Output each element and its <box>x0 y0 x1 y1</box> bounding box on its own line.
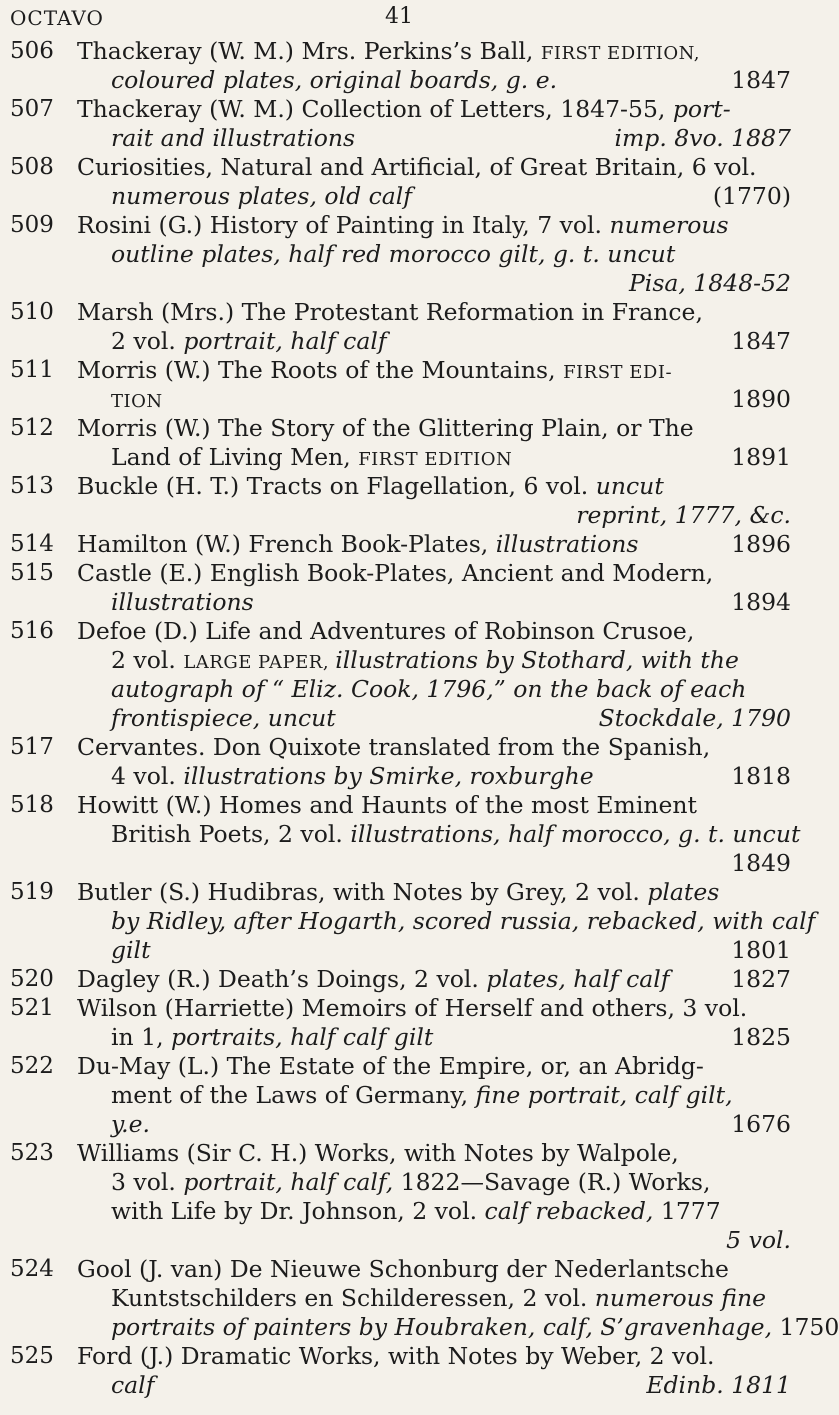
text-segment: Du-May (L.) The Estate of the Empire, or, an Abridg- <box>77 1052 704 1080</box>
lot-entry <box>0 617 800 733</box>
lot-line-text <box>77 414 694 443</box>
lot-description <box>77 356 791 414</box>
lot-line-text <box>77 530 638 559</box>
lot-line <box>77 1371 791 1400</box>
text-segment: ment of the Laws of Germany, <box>111 1081 476 1109</box>
lot-entry <box>0 530 800 559</box>
lot-line-text <box>77 1342 715 1371</box>
lot-line-text <box>77 153 757 182</box>
text-segment: gilt <box>111 936 151 964</box>
lot-line <box>77 501 791 530</box>
lot-entry <box>0 1139 800 1255</box>
lot-line <box>77 1342 791 1371</box>
lot-description <box>77 733 791 791</box>
lot-entry <box>0 733 800 791</box>
lot-line-text <box>77 37 700 68</box>
text-segment: Morris (W.) The Roots of the Mountains, <box>77 356 564 384</box>
lot-entry <box>0 994 800 1052</box>
lot-description <box>77 559 791 617</box>
lot-line-text <box>111 936 151 965</box>
text-segment: Kuntstschilders en Schilderessen, 2 vol. <box>111 1284 595 1312</box>
lot-line-text <box>111 1168 710 1197</box>
lot-line <box>77 559 791 588</box>
text-segment: 1822—Savage (R.) Works, <box>393 1168 711 1196</box>
lot-line-text <box>77 878 719 907</box>
text-segment: rait and illustrations <box>111 124 356 152</box>
lot-description <box>77 95 791 153</box>
text-segment: plates, half calf <box>486 965 670 993</box>
lot-line <box>77 907 816 936</box>
lot-line-text <box>111 1023 433 1052</box>
lot-number: 518 <box>10 792 54 818</box>
lot-description <box>77 791 801 878</box>
lot-line <box>77 1284 791 1313</box>
publication-info: 1847 <box>731 66 791 94</box>
lot-line <box>77 472 791 501</box>
text-segment: 3 vol. <box>111 1168 184 1196</box>
publication-info: 1891 <box>731 443 791 471</box>
publication-info: 1890 <box>731 385 791 413</box>
publication-info: Stockdale, 1790 <box>598 704 791 732</box>
publication-info: reprint, 1777, &c. <box>576 501 791 529</box>
text-segment: Land of Living Men, <box>111 443 359 471</box>
text-segment: portrait, half calf <box>183 327 387 355</box>
lot-line <box>77 269 791 298</box>
lot-line <box>77 994 791 1023</box>
lot-line-text <box>77 791 697 820</box>
lot-line-text <box>111 182 412 211</box>
text-segment: TION <box>111 391 163 412</box>
text-segment: Hamilton (W.) French Book-Plates, <box>77 530 496 558</box>
lot-line <box>77 704 791 733</box>
lot-line <box>77 1313 839 1342</box>
lot-line <box>77 762 791 791</box>
lot-line <box>77 530 791 559</box>
lot-entry <box>0 472 800 530</box>
lot-line <box>77 675 791 704</box>
lot-number: 510 <box>10 299 54 325</box>
text-segment: LARGE PAPER, <box>183 652 336 673</box>
lot-entry <box>0 211 800 298</box>
lot-line-text <box>77 994 747 1023</box>
text-segment: plates <box>647 878 720 906</box>
text-segment: calf <box>111 1371 155 1399</box>
lot-line <box>77 443 791 472</box>
lot-line-text <box>111 385 163 416</box>
lot-line-text <box>77 211 729 240</box>
text-segment: fine portrait, calf gilt, <box>475 1081 733 1109</box>
lot-line-text <box>111 907 815 936</box>
text-segment: port- <box>672 95 731 123</box>
lot-entry <box>0 791 800 878</box>
lot-entry <box>0 1052 800 1139</box>
text-segment: illustrations, half morocco, g. t. uncut <box>350 820 801 848</box>
text-segment: illustrations <box>111 588 254 616</box>
lot-line <box>77 733 791 762</box>
lot-line-text <box>77 617 694 646</box>
text-segment: Castle (E.) English Book-Plates, Ancient and Modern, <box>77 559 714 587</box>
publication-info: imp. 8vo. 1887 <box>614 124 791 152</box>
lot-line <box>77 1081 791 1110</box>
lot-line <box>77 182 791 211</box>
lot-line-text <box>77 298 703 327</box>
lot-description <box>77 153 791 211</box>
lot-description <box>77 211 791 298</box>
lot-entry <box>0 878 816 965</box>
lot-number: 521 <box>10 995 54 1021</box>
lot-line <box>77 878 791 907</box>
lot-line <box>77 1052 791 1081</box>
lot-number: 515 <box>10 560 54 586</box>
lot-description <box>77 1342 791 1400</box>
lot-line <box>77 1110 791 1139</box>
lot-line-text <box>77 1255 729 1284</box>
lot-line-text <box>77 1139 679 1168</box>
lot-number: 517 <box>10 734 54 760</box>
page-number: 41 <box>385 4 413 29</box>
lot-number: 522 <box>10 1053 54 1079</box>
lot-description <box>77 1052 791 1139</box>
lot-line <box>77 153 791 182</box>
text-segment: illustrations by Stothard, with the <box>335 646 739 674</box>
text-segment: Wilson (Harriette) Memoirs of Herself and others, 3 vol. <box>77 994 748 1022</box>
lot-line <box>77 356 791 385</box>
publication-info: (1770) <box>712 182 791 210</box>
lot-line-text <box>77 733 710 762</box>
lot-description <box>77 965 791 994</box>
publication-info: 1849 <box>731 849 791 877</box>
lot-line <box>77 37 791 66</box>
text-segment: by Ridley, after Hogarth, scored russia, rebacked, with calf <box>111 907 816 935</box>
lot-line <box>77 965 791 994</box>
publication-info: 1847 <box>731 327 791 355</box>
publication-info: 1827 <box>731 965 791 993</box>
lot-number: 519 <box>10 879 54 905</box>
lot-line-text <box>77 356 672 387</box>
text-segment: Gool (J. van) De Nieuwe Schonburg der Nederlantsche <box>77 1255 729 1283</box>
lot-description <box>77 37 791 95</box>
lot-line <box>77 1226 791 1255</box>
text-segment: 2 vol. <box>111 646 184 674</box>
lot-line <box>77 1139 791 1168</box>
publication-info: 5 vol. <box>726 1226 791 1254</box>
publication-info: Pisa, 1848-52 <box>629 269 791 297</box>
lot-description <box>77 994 791 1052</box>
lot-list <box>0 37 839 1400</box>
text-segment: Marsh (Mrs.) The Protestant Reformation in France, <box>77 298 703 326</box>
text-segment: Williams (Sir C. H.) Works, with Notes by Walpole, <box>77 1139 679 1167</box>
lot-line <box>77 588 791 617</box>
lot-description <box>77 530 791 559</box>
lot-line <box>77 240 791 269</box>
lot-line <box>77 1168 791 1197</box>
publication-info: 1676 <box>731 1110 791 1138</box>
lot-description <box>77 414 791 472</box>
lot-line <box>77 211 791 240</box>
lot-number: 523 <box>10 1140 54 1166</box>
lot-line <box>77 1255 791 1284</box>
lot-description <box>77 1139 791 1255</box>
lot-description <box>77 617 791 733</box>
lot-entry <box>0 559 800 617</box>
lot-number: 516 <box>10 618 54 644</box>
lot-number: 507 <box>10 96 54 122</box>
publication-info: 1825 <box>731 1023 791 1051</box>
publication-info: 1894 <box>731 588 791 616</box>
lot-line-text <box>111 1371 154 1400</box>
text-segment: Butler (S.) Hudibras, with Notes by Grey, 2 vol. <box>77 878 648 906</box>
lot-entry <box>0 1255 839 1342</box>
lot-line-text <box>111 646 739 677</box>
lot-line-text <box>111 762 594 791</box>
text-segment: in 1, <box>111 1023 172 1051</box>
lot-line-text <box>111 327 387 356</box>
text-segment: Howitt (W.) Homes and Haunts of the most Eminent <box>77 791 697 819</box>
text-segment: numerous fine <box>594 1284 767 1312</box>
text-segment: Curiosities, Natural and Artificial, of Great Britain, 6 vol. <box>77 153 757 181</box>
text-segment: Defoe (D.) Life and Adventures of Robinson Crusoe, <box>77 617 695 645</box>
lot-description <box>77 298 791 356</box>
lot-line-text <box>77 472 664 501</box>
text-segment: Thackeray (W. M.) Mrs. Perkins’s Ball, <box>77 37 541 65</box>
lot-line <box>77 791 791 820</box>
text-segment: Ford (J.) Dramatic Works, with Notes by Weber, 2 vol. <box>77 1342 715 1370</box>
lot-number: 525 <box>10 1343 54 1369</box>
publication-info: Edinb. 1811 <box>646 1371 791 1399</box>
lot-line <box>77 936 791 965</box>
lot-line-text <box>111 704 336 733</box>
lot-line <box>77 1023 791 1052</box>
text-segment: Morris (W.) The Story of the Glittering Plain, or The <box>77 414 694 442</box>
lot-line-text <box>111 1110 150 1139</box>
lot-line-text <box>77 95 731 124</box>
text-segment: portrait, half calf, <box>183 1168 394 1196</box>
text-segment: numerous plates, old calf <box>111 182 412 210</box>
lot-line-text <box>111 1197 721 1226</box>
lot-line <box>77 820 801 849</box>
text-segment: portraits, half calf gilt <box>171 1023 434 1051</box>
lot-number: 508 <box>10 154 54 180</box>
text-segment: British Poets, 2 vol. <box>111 820 351 848</box>
lot-number: 512 <box>10 415 54 441</box>
lot-entry <box>0 414 800 472</box>
text-segment: 1750 <box>772 1313 839 1341</box>
lot-line <box>77 1197 791 1226</box>
text-segment: Rosini (G.) History of Painting in Italy, 7 vol. <box>77 211 610 239</box>
lot-line <box>77 327 791 356</box>
text-segment: portraits of painters by Houbraken, calf, S’gravenhage, <box>111 1313 773 1341</box>
lot-line-text <box>111 1081 733 1110</box>
text-segment: Buckle (H. T.) Tracts on Flagellation, 6 vol. <box>77 472 596 500</box>
page-header <box>0 0 800 40</box>
lot-entry <box>0 95 800 153</box>
lot-line-text <box>111 1313 839 1342</box>
text-segment: coloured plates, original boards, g. e. <box>111 66 558 94</box>
text-segment: autograph of “ Eliz. Cook, 1796,” on the back of each <box>111 675 747 703</box>
text-segment: illustrations by Smirke, roxburghe <box>183 762 594 790</box>
lot-description <box>77 1255 839 1342</box>
lot-description <box>77 878 816 965</box>
publication-info: 1818 <box>731 762 791 790</box>
lot-line-text <box>111 675 746 704</box>
lot-number: 514 <box>10 531 54 557</box>
text-segment: 4 vol. <box>111 762 184 790</box>
lot-number: 513 <box>10 473 54 499</box>
text-segment: uncut <box>595 472 664 500</box>
text-segment: with Life by Dr. Johnson, 2 vol. <box>111 1197 485 1225</box>
section-title: OCTAVO <box>10 6 104 30</box>
lot-entry <box>0 37 800 95</box>
lot-line-text <box>111 66 557 95</box>
lot-line-text <box>111 240 675 269</box>
text-segment: FIRST EDI- <box>563 362 673 383</box>
text-segment: outline plates, half red morocco gilt, g. t. uncut <box>111 240 676 268</box>
text-segment: calf rebacked, <box>484 1197 654 1225</box>
lot-entry <box>0 965 800 994</box>
text-segment: Cervantes. Don Quixote translated from the Spanish, <box>77 733 711 761</box>
lot-number: 520 <box>10 966 54 992</box>
lot-line <box>77 646 791 675</box>
lot-entry <box>0 1342 800 1400</box>
lot-line <box>77 414 791 443</box>
lot-line-text <box>111 1284 766 1313</box>
lot-entry <box>0 356 800 414</box>
lot-line-text <box>111 443 512 474</box>
text-segment: Dagley (R.) Death’s Doings, 2 vol. <box>77 965 487 993</box>
text-segment: illustrations <box>495 530 639 558</box>
text-segment: frontispiece, uncut <box>111 704 336 732</box>
lot-line <box>77 849 791 878</box>
lot-line-text <box>111 820 800 849</box>
lot-line <box>77 95 791 124</box>
text-segment: 1777 <box>653 1197 721 1225</box>
lot-line-text <box>77 559 713 588</box>
lot-number: 524 <box>10 1256 54 1282</box>
lot-entry <box>0 153 800 211</box>
text-segment: numerous <box>609 211 729 239</box>
lot-line <box>77 385 791 414</box>
text-segment: Thackeray (W. M.) Collection of Letters, 1847-55, <box>77 95 673 123</box>
text-segment: FIRST EDITION <box>358 449 513 470</box>
text-segment: y.e. <box>111 1110 151 1138</box>
publication-info: 1896 <box>731 530 791 558</box>
text-segment: 2 vol. <box>111 327 184 355</box>
lot-line <box>77 66 791 95</box>
lot-number: 509 <box>10 212 54 238</box>
lot-line-text <box>111 588 254 617</box>
lot-number: 506 <box>10 38 54 64</box>
publication-info: 1801 <box>731 936 791 964</box>
lot-description <box>77 472 791 530</box>
text-segment: FIRST EDITION, <box>540 43 700 64</box>
lot-line-text <box>77 1052 704 1081</box>
lot-line <box>77 298 791 327</box>
lot-entry <box>0 298 800 356</box>
lot-line-text <box>111 124 355 153</box>
lot-line <box>77 124 791 153</box>
lot-line-text <box>77 965 670 994</box>
lot-number: 511 <box>10 357 54 383</box>
lot-line <box>77 617 791 646</box>
